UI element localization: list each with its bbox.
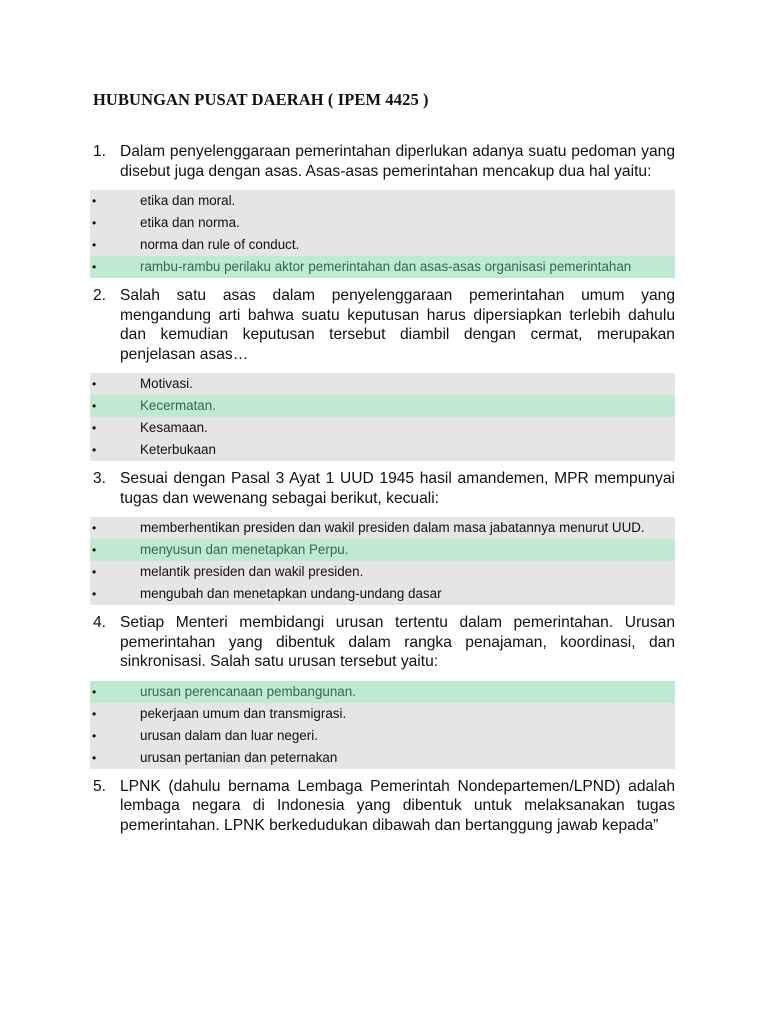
question-number: 1.	[93, 143, 107, 160]
bullet-icon: •	[92, 728, 97, 743]
question-row	[93, 613, 675, 672]
answer-option	[90, 417, 675, 439]
answer-option-text: Motivasi.	[140, 376, 193, 391]
answer-option-text: Kecermatan.	[140, 398, 216, 413]
question-3	[0, 469, 768, 605]
question-row	[93, 777, 675, 836]
answer-option	[90, 439, 675, 461]
question-row	[93, 469, 675, 508]
question-2	[0, 286, 768, 461]
answer-option-text: etika dan moral.	[140, 193, 236, 208]
question-number: 4.	[93, 614, 107, 631]
answer-option-highlighted	[90, 256, 675, 278]
answer-option	[90, 725, 675, 747]
bullet-icon: •	[92, 216, 97, 230]
answer-option-text: urusan dalam dan luar negeri.	[140, 727, 318, 743]
answer-option	[90, 190, 675, 212]
answer-option-highlighted	[90, 681, 675, 703]
answer-option-text: melantik presiden dan wakil presiden.	[140, 564, 364, 579]
answer-option-text: urusan perencanaan pembangunan.	[140, 683, 356, 699]
bullet-icon: •	[92, 565, 97, 579]
answer-option-text: norma dan rule of conduct.	[140, 237, 300, 252]
bullet-icon: •	[92, 543, 97, 557]
question-number: 3.	[93, 470, 107, 487]
answer-option-text: memberhentikan presiden dan wakil presiden dalam masa jabatannya menurut UUD.	[140, 520, 645, 535]
bullet-icon: •	[92, 238, 97, 252]
bullet-icon: •	[92, 377, 97, 391]
answer-option-text: etika dan norma.	[140, 215, 240, 230]
answer-option	[90, 234, 675, 256]
question-text: Dalam penyelenggaraan pemerintahan diperlukan adanya suatu pedoman yang disebut juga dengan asas. Asas-asas pemerintahan mencakup dua hal yaitu:	[120, 143, 675, 180]
bullet-icon: •	[92, 684, 97, 699]
answer-option-text: pekerjaan umum dan transmigrasi.	[140, 705, 347, 721]
answer-option-highlighted	[90, 539, 675, 561]
question-1	[0, 142, 768, 278]
answer-option	[90, 703, 675, 725]
answer-option	[90, 373, 675, 395]
document-title: HUBUNGAN PUSAT DAERAH ( IPEM 4425 )	[93, 90, 429, 109]
question-text: Salah satu asas dalam penyelenggaraan pemerintahan umum yang mengandung arti bahwa suatu keputusan harus dipersiapkan terlebih dahulu dan kemudian keputusan tersebut diambil dengan cermat, merupakan penjelasan asas…	[120, 287, 675, 363]
bullet-icon: •	[92, 194, 97, 208]
bullet-icon: •	[92, 399, 97, 413]
answer-option	[90, 747, 675, 769]
answer-options	[90, 517, 675, 605]
answer-option-text: rambu-rambu perilaku aktor pemerintahan dan asas-asas organisasi pemerintahan	[140, 259, 632, 274]
bullet-icon: •	[92, 587, 97, 601]
answer-option-text: urusan pertanian dan peternakan	[140, 749, 338, 765]
answer-option-text: Keterbukaan	[140, 442, 216, 457]
question-row	[93, 286, 675, 364]
answer-options	[90, 373, 675, 461]
answer-options	[90, 681, 675, 769]
question-text: Sesuai dengan Pasal 3 Ayat 1 UUD 1945 hasil amandemen, MPR mempunyai tugas dan wewenang sebagai berikut, kecuali:	[120, 470, 675, 507]
bullet-icon: •	[92, 443, 97, 457]
bullet-icon: •	[92, 706, 97, 721]
question-text: Setiap Menteri membidangi urusan tertentu dalam pemerintahan. Urusan pemerintahan yang dibentuk dalam rangka penajaman, koordinasi, dan sinkronisasi. Salah satu urusan tersebut yaitu:	[120, 614, 675, 670]
answer-option-text: mengubah dan menetapkan undang-undang dasar	[140, 586, 442, 601]
question-5	[0, 777, 768, 836]
bullet-icon: •	[92, 750, 97, 765]
question-text: LPNK (dahulu bernama Lembaga Pemerintah Nondepartemen/LPND) adalah lembaga negara di Indonesia yang dibentuk untuk melaksanakan tugas pemerintahan. LPNK berkedudukan dibawah dan bertanggung jawab kepada”	[120, 777, 675, 834]
bullet-icon: •	[92, 421, 97, 435]
answer-options	[90, 190, 675, 278]
bullet-icon: •	[92, 260, 97, 274]
answer-option-text: menyusun dan menetapkan Perpu.	[140, 542, 349, 557]
answer-option	[90, 517, 675, 539]
question-number: 2.	[93, 287, 107, 304]
question-number: 5.	[93, 777, 107, 795]
question-list	[0, 142, 768, 843]
answer-option	[90, 583, 675, 605]
question-row	[93, 142, 675, 181]
question-4	[0, 613, 768, 769]
answer-option-text: Kesamaan.	[140, 420, 208, 435]
answer-option-highlighted	[90, 395, 675, 417]
answer-option	[90, 561, 675, 583]
bullet-icon: •	[92, 521, 97, 535]
answer-option	[90, 212, 675, 234]
